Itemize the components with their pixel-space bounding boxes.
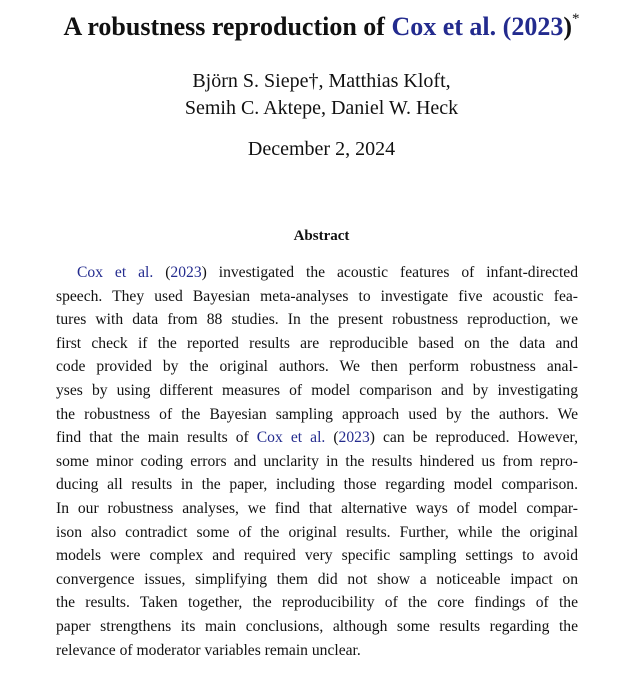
author-list <box>0 68 643 122</box>
paper-date: December 2, 2024 <box>247 138 396 160</box>
abstract-line: the robustness of the Bayesian sampling approach used by the authors. We <box>56 405 578 423</box>
title-cite-year[interactable]: 2023 <box>511 12 564 41</box>
abstract-line <box>56 261 578 285</box>
paper-title <box>0 10 643 44</box>
abstract-text: find that the main results of <box>56 429 257 447</box>
title-cite-paren-open: ( <box>496 12 512 41</box>
abstract-cite-author[interactable]: Cox et al. <box>77 264 154 281</box>
title-citation-link[interactable] <box>391 12 563 41</box>
abstract-cite-year[interactable]: 2023 <box>170 264 202 281</box>
author-line-1: Björn S. Siepe†, Matthias Kloft, <box>192 70 451 92</box>
author-line-2: Semih C. Aktepe, Daniel W. Heck <box>184 97 459 119</box>
title-cite-author[interactable]: Cox et al. <box>391 12 497 41</box>
abstract-citation-link[interactable] <box>77 264 153 281</box>
abstract-line: ducing all results in the paper, including those regarding model comparison. <box>56 476 578 494</box>
abstract-line: tures with data from 88 studies. In the present robustness reproduction, we <box>56 311 578 329</box>
abstract-line: some minor coding errors and unclarity in the results hindered us from repro- <box>56 452 578 470</box>
abstract-text: investigated the acoustic features of infant-directed <box>206 264 579 281</box>
abstract-line <box>56 426 578 450</box>
abstract-cite-paren-open: ( <box>325 429 339 447</box>
abstract-cite-paren-close: ) <box>369 429 375 447</box>
abstract-line: paper strengthens its main conclusions, although some results regarding the <box>56 617 578 635</box>
title-footnote-mark[interactable]: * <box>572 11 580 27</box>
abstract-line: the results. Taken together, the reproducibility of the core findings of the <box>56 594 578 612</box>
title-prefix: A robustness reproduction of <box>63 12 392 41</box>
abstract-line: convergence issues, simplifying them did not show a noticeable impact on <box>56 570 578 588</box>
abstract-line: first check if the reported results are reproducible based on the data and <box>56 334 578 352</box>
abstract-line: relevance of moderator variables remain unclear. <box>56 641 361 659</box>
abstract-heading: Abstract <box>293 228 350 244</box>
abstract-line: In our robustness analyses, we find that alternative ways of model compar- <box>56 499 578 517</box>
abstract-line: models were complex and required very specific sampling settings to avoid <box>56 547 578 565</box>
abstract-citation-link[interactable] <box>257 429 326 446</box>
abstract-body <box>56 261 578 662</box>
title-cite-paren-close: ) <box>563 12 572 41</box>
abstract-cite-author[interactable]: Cox et al. <box>256 429 326 447</box>
abstract-line: ison also contradict some of the original results. Further, while the original <box>56 523 578 541</box>
abstract-text: can be reproduced. However, <box>374 429 578 447</box>
abstract-cite-paren-close: ) <box>201 264 207 281</box>
abstract-cite-paren-open: ( <box>153 264 171 281</box>
abstract-line: code provided by the original authors. We then perform robustness anal- <box>56 358 578 376</box>
abstract-line: speech. They used Bayesian meta-analyses to investigate five acoustic fea- <box>56 287 578 305</box>
abstract-line: yses by using different measures of model comparison and by investigating <box>56 381 578 399</box>
abstract-cite-year[interactable]: 2023 <box>338 429 370 447</box>
